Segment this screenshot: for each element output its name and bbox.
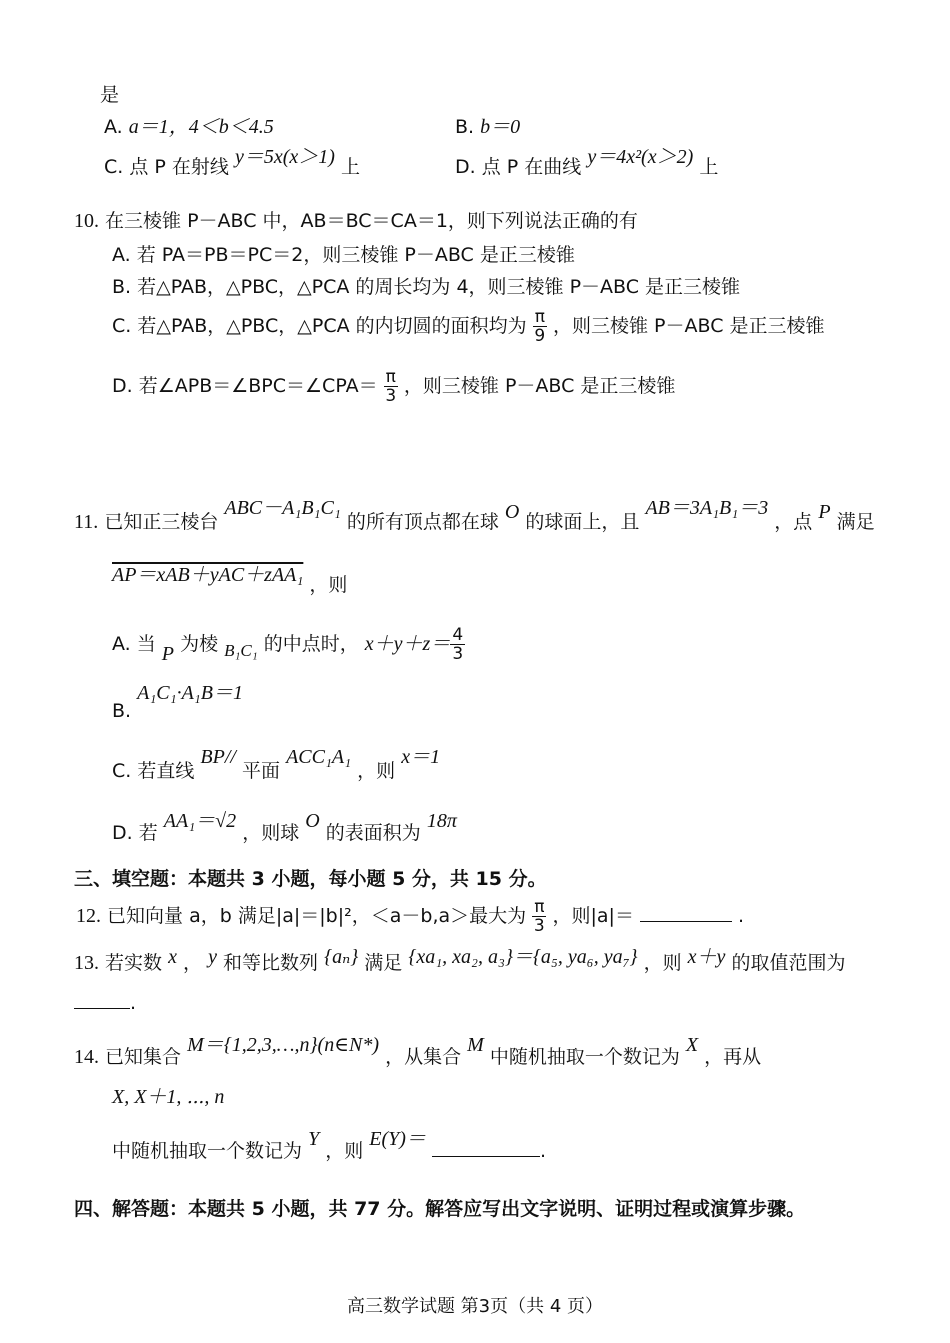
comma: ，	[183, 952, 203, 974]
option-post: ，则	[357, 760, 396, 782]
var-y: y	[208, 946, 217, 968]
option-label: B.	[455, 116, 475, 138]
option-math: AA₁＝√2	[163, 810, 237, 832]
option-pre: 点 P 在射线	[129, 156, 229, 178]
question-end: .	[540, 1140, 547, 1162]
question-end: .	[738, 905, 745, 927]
option-post: ，则三棱锥 P－ABC 是正三棱锥	[553, 315, 825, 337]
option-post: ，则三棱锥 P－ABC 是正三棱锥	[403, 375, 676, 397]
question-mid: 和等比数列	[223, 952, 319, 974]
q10-stem	[74, 206, 638, 233]
option-math: y＝5x(x＞1)	[234, 146, 335, 168]
fraction-numerator: π	[534, 897, 545, 917]
fraction-numerator: π	[534, 307, 545, 327]
stem-mid: 的所有顶点都在球	[346, 511, 499, 533]
option-pre: C. 若直线	[112, 760, 195, 782]
sum-expression: x＋y	[687, 946, 726, 968]
stem-math: ABC－A₁B₁C₁	[224, 497, 341, 519]
q11-option-c	[112, 740, 441, 782]
question-number: 14.	[74, 1046, 99, 1068]
option-pre: C. 若△PAB，△PBC，△PCA 的内切圆的面积均为	[112, 315, 527, 337]
q12	[76, 898, 744, 935]
option-mid: 为棱	[180, 633, 219, 655]
fraction-denominator: 3	[533, 916, 545, 936]
answer-blank[interactable]	[74, 990, 130, 1009]
option-label: A.	[104, 116, 123, 138]
section-4-heading: 四、解答题：本题共 5 小题，共 77 分。解答应写出文字说明、证明过程或演算步骤。	[74, 1198, 806, 1220]
option-post: 上	[699, 156, 719, 178]
var-X: X	[685, 1034, 699, 1056]
option-pre: 点 P 在曲线	[481, 156, 582, 178]
q14-range: X, X＋1, ⋯, n	[112, 1086, 225, 1108]
set-M: M	[467, 1034, 484, 1056]
fraction-denominator: 3	[385, 386, 397, 406]
option-math: x＝1	[401, 746, 441, 768]
option-mid: ，则球	[242, 822, 300, 844]
q11-option-b	[112, 676, 243, 722]
option-math: y＝4x²(x＞2)	[587, 146, 694, 168]
var-Y: Y	[308, 1128, 320, 1150]
q10-option-d	[112, 368, 675, 405]
option-sphere: O	[305, 810, 320, 832]
q11-vector-line	[112, 558, 348, 596]
fraction	[384, 368, 398, 405]
page-footer: 高三数学试题 第3页（共 4 页）	[346, 1296, 604, 1317]
expectation: E(Y)＝	[369, 1128, 426, 1150]
stem-mid2: 的球面上，且	[525, 511, 640, 533]
option-label: D.	[455, 156, 476, 178]
fraction-denominator: 9	[534, 326, 546, 346]
fraction-numerator: π	[385, 367, 396, 387]
q9-option-d	[455, 146, 719, 179]
fraction	[450, 626, 465, 663]
stem-math2: AB＝3A₁B₁＝3	[645, 497, 769, 519]
option-post: 的表面积为	[325, 822, 421, 844]
vector-equation: AP＝xAB＋yAC＋zAA₁	[112, 564, 304, 586]
question-number: 10.	[74, 210, 99, 232]
stem-end: 满足	[836, 511, 875, 533]
question-mid: ，从集合	[385, 1046, 462, 1068]
question-end: 的取值范围为	[731, 952, 846, 974]
q14-line3	[112, 1122, 547, 1162]
stem-post: ，点	[774, 511, 813, 533]
q13	[74, 940, 846, 974]
q10-option-a: A. 若 PA＝PB＝PC＝2，则三棱锥 P－ABC 是正三棱锥	[112, 244, 575, 266]
question-stem: 在三棱锥 P－ABC 中，AB＝BC＝CA＝1，则下列说法正确的有	[105, 210, 638, 232]
q10-option-c	[112, 308, 825, 345]
section-3-heading: 三、填空题：本题共 3 小题，每小题 5 分，共 15 分。	[74, 868, 547, 890]
fraction	[532, 898, 546, 935]
option-pre: A. 当	[112, 633, 156, 655]
option-line: BP//	[200, 746, 236, 768]
q11-stem	[74, 497, 875, 534]
q13-answer-line	[74, 990, 136, 1014]
question-post: ，再从	[704, 1046, 762, 1068]
set-definition: M＝{1,2,3,…,n}(n∈N*)	[187, 1034, 380, 1056]
set-equation: {xa₁, xa₂, a₃}＝{a₅, ya₆, ya₇}	[408, 946, 638, 968]
option-post: 上	[340, 156, 360, 178]
q11-option-a	[112, 626, 465, 663]
option-label: B.	[112, 700, 132, 722]
q9-tail: 是	[100, 84, 120, 106]
fraction-numerator: 4	[452, 625, 464, 645]
q14	[74, 1028, 762, 1068]
option-pre: D. 若∠APB＝∠BPC＝∠CPA＝	[112, 375, 378, 397]
stem-sphere: O	[504, 501, 520, 523]
question-line3-pre: 中随机抽取一个数记为	[112, 1140, 303, 1162]
option-text: a＝1，4＜b＜4.5	[128, 116, 274, 138]
option-text: b＝0	[480, 116, 521, 138]
vector-tail: ，则	[309, 574, 348, 596]
option-point: P	[161, 643, 175, 665]
var-x: x	[168, 946, 177, 968]
option-edge: B₁C₁	[224, 641, 258, 660]
option-math: x＋y＋z＝	[364, 633, 451, 655]
fraction	[533, 308, 547, 345]
answer-blank[interactable]	[640, 903, 732, 922]
option-mid2: 的中点时，	[263, 633, 359, 655]
question-tail: .	[130, 992, 137, 1014]
question-text-post: ，则|a|＝	[552, 905, 634, 927]
question-line3-mid: ，则	[325, 1140, 364, 1162]
question-number: 12.	[76, 905, 101, 927]
question-number: 11.	[74, 511, 99, 533]
question-pre: 已知集合	[105, 1046, 182, 1068]
fraction-denominator: 3	[452, 644, 464, 664]
question-number: 13.	[74, 952, 99, 974]
option-pre: D. 若	[112, 822, 158, 844]
stem-point: P	[818, 501, 831, 523]
option-value: 18π	[426, 810, 457, 832]
option-label: C.	[104, 156, 124, 178]
option-math: A₁C₁·A₁B＝1	[137, 682, 243, 704]
q10-option-b: B. 若△PAB，△PBC，△PCA 的周长均为 4，则三棱锥 P－ABC 是正三棱锥	[112, 276, 741, 298]
question-pre: 若实数	[105, 952, 163, 974]
answer-blank[interactable]	[432, 1138, 540, 1157]
question-mid2: 中随机抽取一个数记为	[489, 1046, 680, 1068]
question-mid2: 满足	[364, 952, 403, 974]
q9-option-a	[104, 110, 274, 139]
option-plane: ACC₁A₁	[286, 746, 352, 768]
q9-option-b	[455, 110, 520, 139]
q11-option-d	[112, 804, 457, 844]
question-text-pre: 已知向量 a，b 满足|a|＝|b|²，＜a－b,a＞最大为	[107, 905, 527, 927]
sequence: {aₙ}	[324, 946, 359, 968]
question-post: ，则	[643, 952, 682, 974]
q9-option-c	[104, 146, 360, 179]
stem-pre: 已知正三棱台	[104, 511, 219, 533]
option-mid: 平面	[242, 760, 281, 782]
